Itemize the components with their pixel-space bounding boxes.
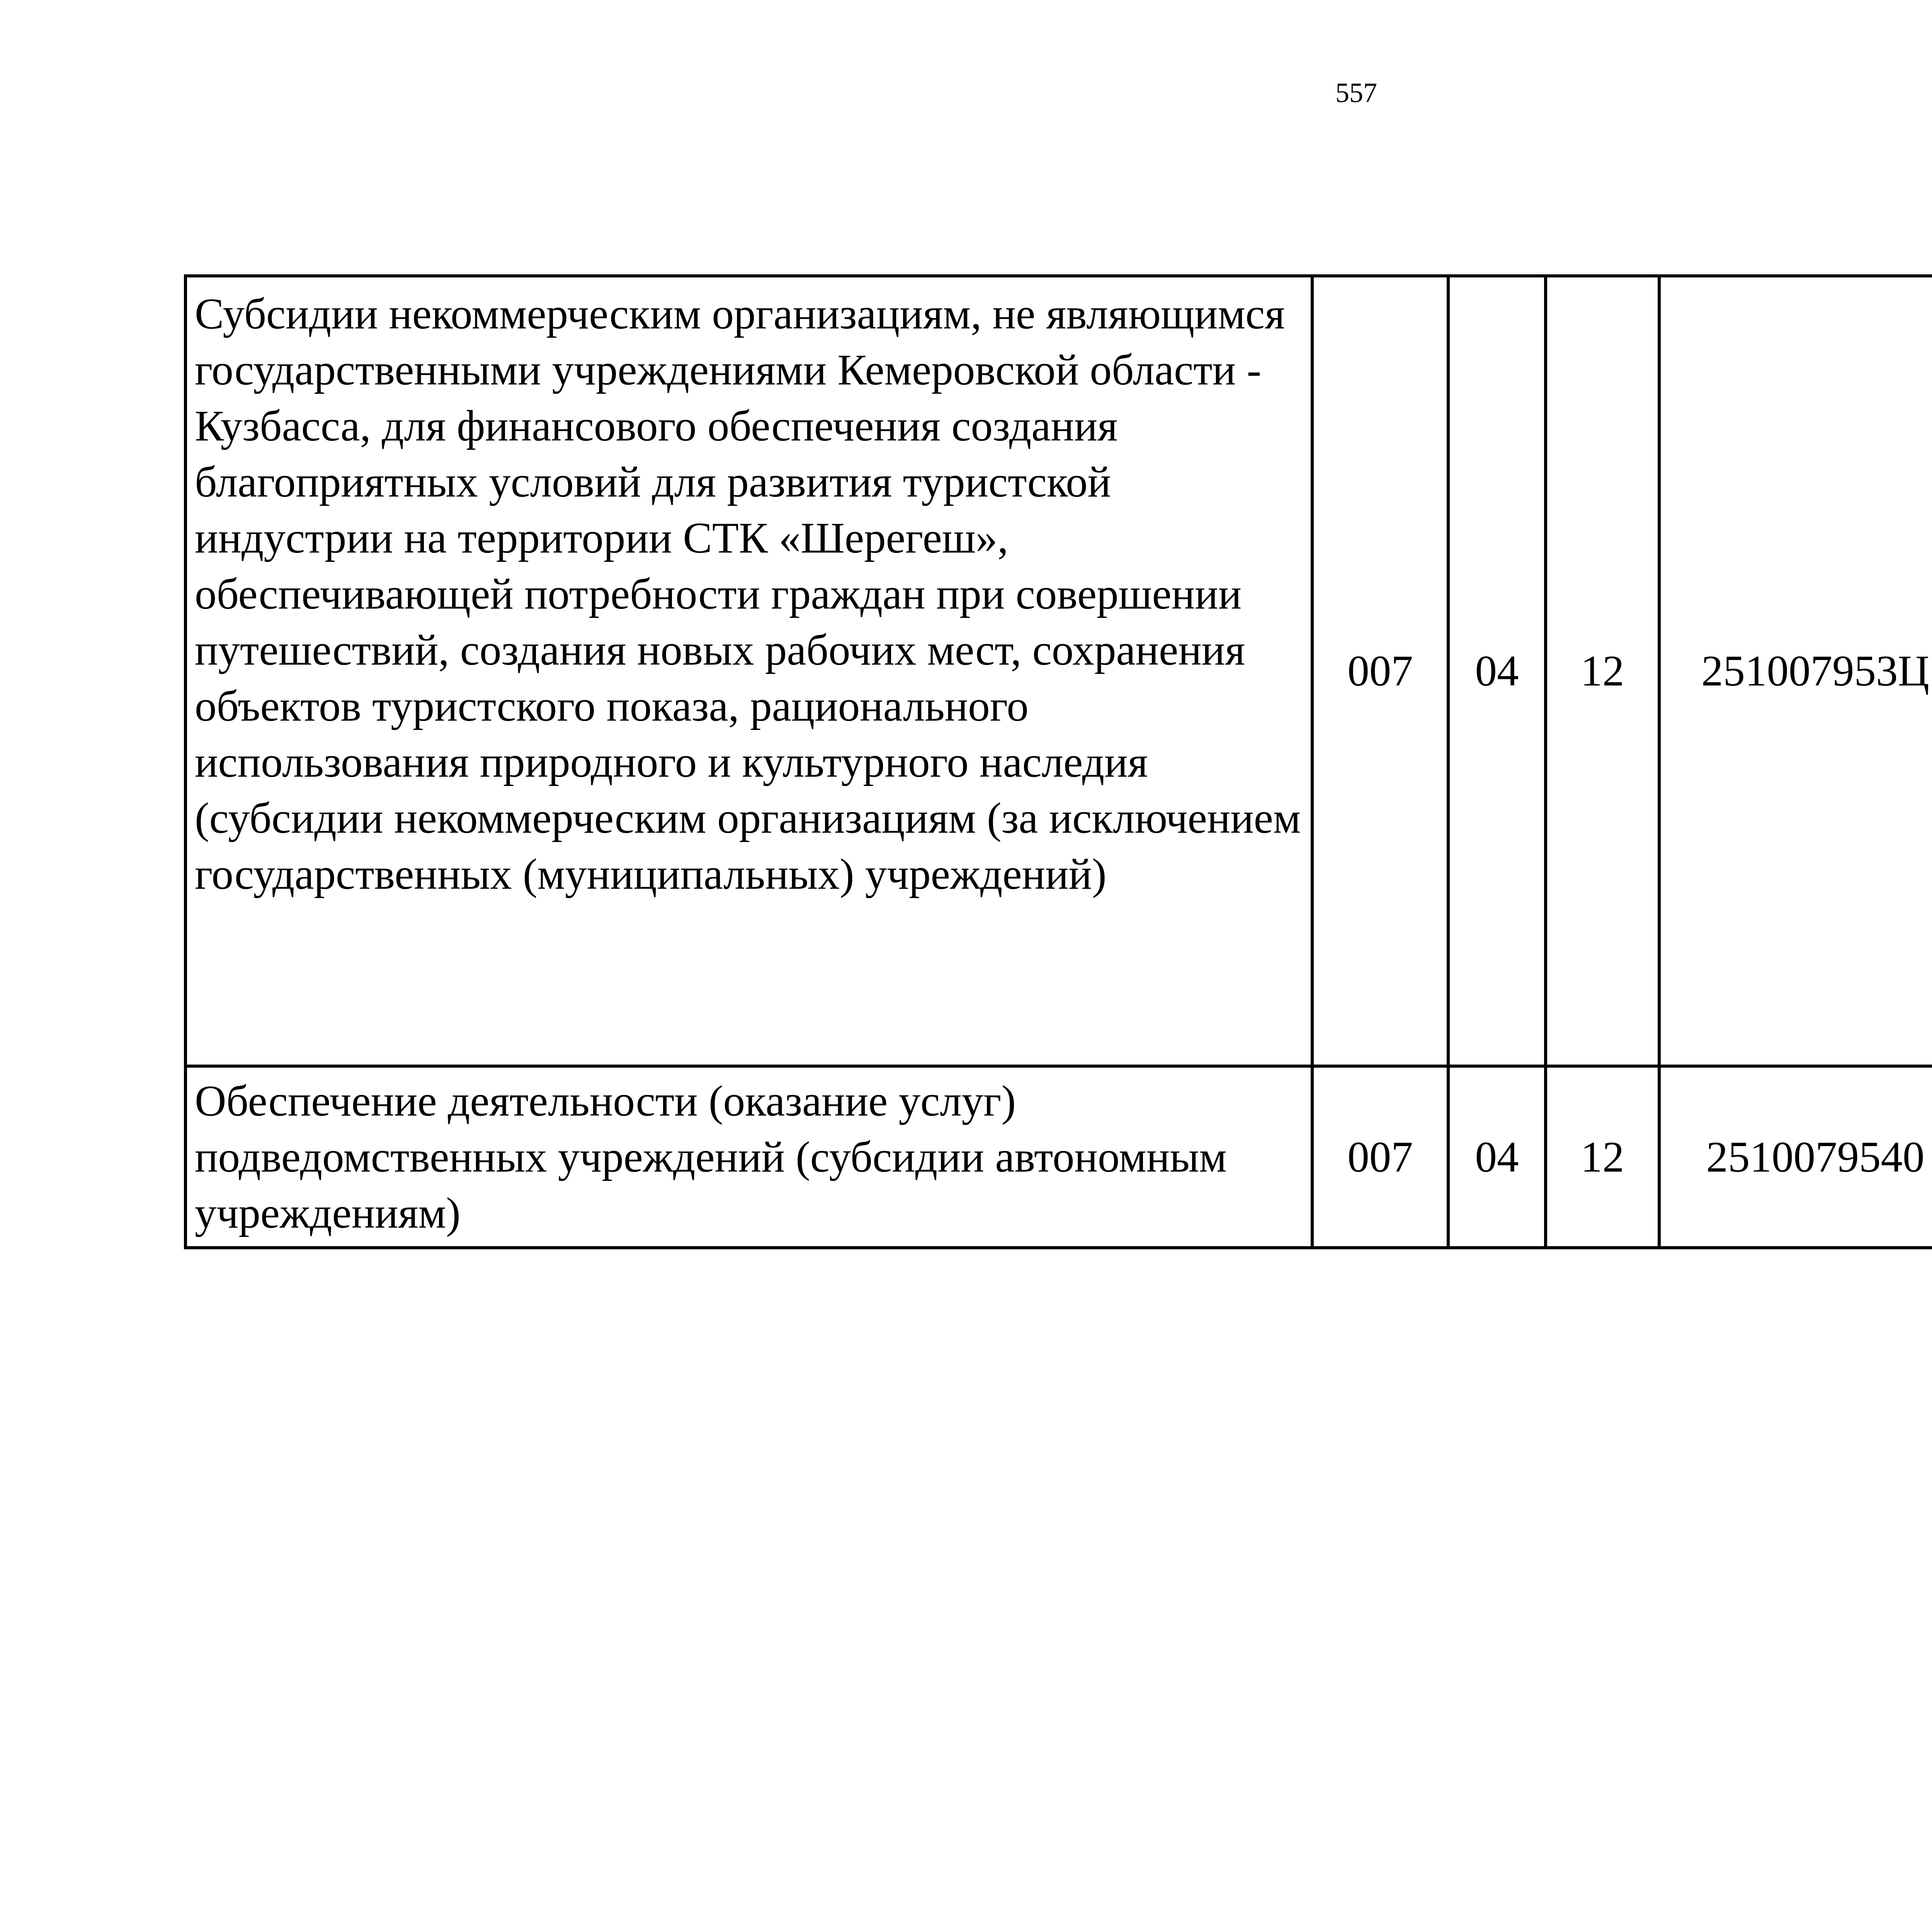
ministry-code: 007 bbox=[1312, 1066, 1448, 1248]
section-code: 04 bbox=[1448, 276, 1546, 1066]
expense-description: Обеспечение деятельности (оказание услуг) подведомственных учреждений (субсидии автономным учреждениям) bbox=[185, 1066, 1312, 1248]
target-article-code: 251007953Ц bbox=[1659, 276, 1932, 1066]
budget-table bbox=[184, 274, 1932, 1249]
subsection-code: 12 bbox=[1546, 276, 1659, 1066]
ministry-code: 007 bbox=[1312, 276, 1448, 1066]
table-row bbox=[185, 1066, 1932, 1248]
table-row bbox=[185, 276, 1932, 1066]
subsection-code: 12 bbox=[1546, 1066, 1659, 1248]
page-number: 557 bbox=[1335, 77, 1377, 108]
target-article-code: 2510079540 bbox=[1659, 1066, 1932, 1248]
section-code: 04 bbox=[1448, 1066, 1546, 1248]
expense-description: Субсидии некоммерческим организациям, не являющимся государственными учреждениями Кемеровской области - Кузбасса, для финансового обеспечения создания благоприятных условий для развития туристской индустрии на территории СТК «Шерегеш», обеспечивающей потребности граждан при совершении путешествий, создания новых рабочих мест, сохранения объектов туристского показа, рационального использования природного и культурного наследия (субсидии некоммерческим организациям (за исключением государственных (муниципальных) учреждений) bbox=[185, 276, 1312, 1066]
